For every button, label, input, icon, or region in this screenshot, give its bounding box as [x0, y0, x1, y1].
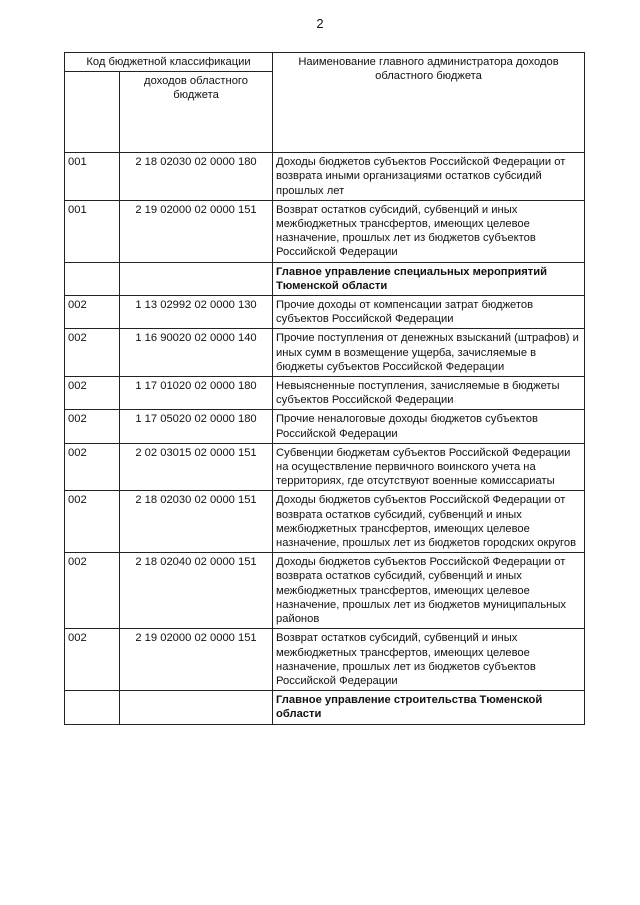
description-cell: Возврат остатков субсидий, субвенций и иных межбюджетных трансфертов, имеющих целевое назначение, прошлых лет из бюджетов субъектов Российской Федерации	[273, 200, 585, 262]
income-code-cell: 2 18 02030 02 0000 180	[120, 153, 273, 201]
income-code-cell: 2 02 03015 02 0000 151	[120, 443, 273, 491]
administrator-heading-row	[65, 691, 585, 724]
admin-code-cell	[65, 262, 120, 295]
budget-code-group-header: Код бюджетной классификации	[65, 53, 273, 72]
admin-code-cell	[65, 691, 120, 724]
income-code-cell	[120, 691, 273, 724]
admin-code-cell: 001	[65, 200, 120, 262]
admin-code-cell: 001	[65, 153, 120, 201]
description-cell: Субвенции бюджетам субъектов Российской Федерации на осуществление первичного воинского учета на территориях, где отсутствуют военные комиссариаты	[273, 443, 585, 491]
administrator-heading-row	[65, 262, 585, 295]
table-row	[65, 296, 585, 329]
description-cell: Доходы бюджетов субъектов Российской Федерации от возврата иными организациями остатков субсидий прошлых лет	[273, 153, 585, 201]
admin-code-cell: 002	[65, 410, 120, 443]
description-cell: Прочие поступления от денежных взысканий (штрафов) и иных сумм в возмещение ущерба, зачисляемые в бюджеты субъектов Российской Федерации	[273, 329, 585, 377]
table-row	[65, 553, 585, 629]
budget-classification-table	[64, 52, 585, 725]
income-code-cell: 2 19 02000 02 0000 151	[120, 629, 273, 691]
admin-code-cell: 002	[65, 377, 120, 410]
table-row	[65, 200, 585, 262]
income-code-header: доходов областного бюджета	[120, 72, 273, 153]
admin-code-cell: 002	[65, 329, 120, 377]
income-code-cell: 1 16 90020 02 0000 140	[120, 329, 273, 377]
description-cell: Доходы бюджетов субъектов Российской Федерации от возврата остатков субсидий, субвенций и иных межбюджетных трансфертов, имеющих целевое назначение, прошлых лет из бюджетов городских округов	[273, 491, 585, 553]
income-code-cell: 1 17 05020 02 0000 180	[120, 410, 273, 443]
income-code-cell: 2 18 02030 02 0000 151	[120, 491, 273, 553]
table-row	[65, 377, 585, 410]
page-number: 2	[316, 16, 324, 31]
description-cell: Главное управление строительства Тюменской области	[273, 691, 585, 724]
admin-code-cell: 002	[65, 443, 120, 491]
admin-code-header	[65, 72, 120, 153]
table-row	[65, 491, 585, 553]
description-cell: Возврат остатков субсидий, субвенций и иных межбюджетных трансфертов, имеющих целевое назначение, прошлых лет из бюджетов субъектов Российской Федерации	[273, 629, 585, 691]
income-code-cell: 2 18 02040 02 0000 151	[120, 553, 273, 629]
description-cell: Невыясненные поступления, зачисляемые в бюджеты субъектов Российской Федерации	[273, 377, 585, 410]
admin-code-cell: 002	[65, 553, 120, 629]
table-row	[65, 629, 585, 691]
description-cell: Прочие неналоговые доходы бюджетов субъектов Российской Федерации	[273, 410, 585, 443]
income-code-cell	[120, 262, 273, 295]
income-code-cell: 2 19 02000 02 0000 151	[120, 200, 273, 262]
admin-code-cell: 002	[65, 629, 120, 691]
table-row	[65, 329, 585, 377]
description-cell: Доходы бюджетов субъектов Российской Федерации от возврата остатков субсидий, субвенций и иных межбюджетных трансфертов, имеющих целевое назначение, прошлых лет из бюджетов муниципальных районов	[273, 553, 585, 629]
description-cell: Главное управление специальных мероприятий Тюменской области	[273, 262, 585, 295]
income-code-cell: 1 13 02992 02 0000 130	[120, 296, 273, 329]
table-body	[65, 153, 585, 724]
admin-code-cell: 002	[65, 296, 120, 329]
table-row	[65, 153, 585, 201]
table-row	[65, 410, 585, 443]
income-code-cell: 1 17 01020 02 0000 180	[120, 377, 273, 410]
description-cell: Прочие доходы от компенсации затрат бюджетов субъектов Российской Федерации	[273, 296, 585, 329]
table-row	[65, 443, 585, 491]
admin-code-cell: 002	[65, 491, 120, 553]
admin-name-header: Наименование главного администратора доходов областного бюджета	[273, 53, 585, 153]
